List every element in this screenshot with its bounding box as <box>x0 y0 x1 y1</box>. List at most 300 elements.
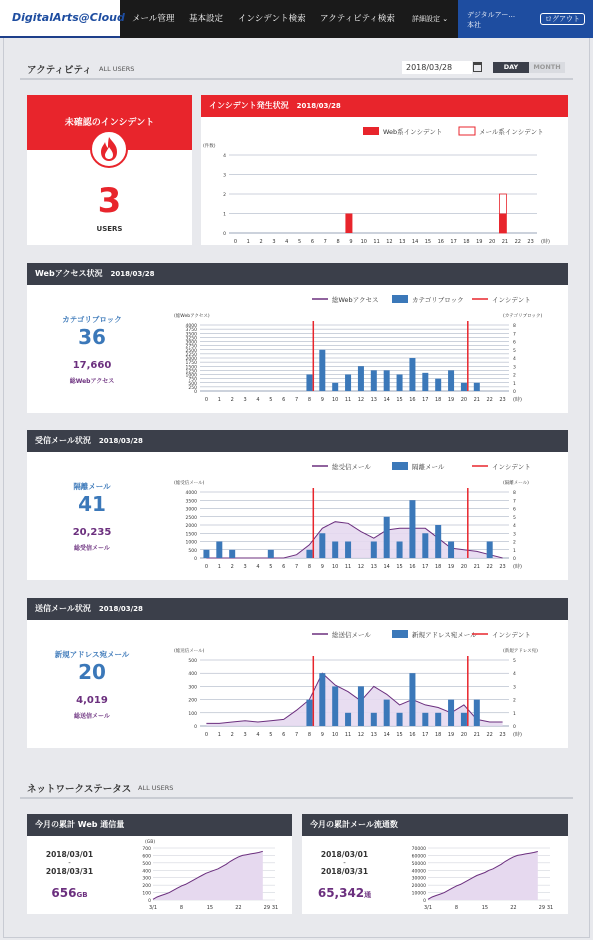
y-tick-label: 4000 <box>185 324 197 329</box>
x-tick-label: 15 <box>481 905 489 911</box>
y-tick-label: 50000 <box>411 861 426 867</box>
y-tick-label: 30000 <box>411 876 426 882</box>
y-tick-label: 10000 <box>411 891 426 897</box>
legend-swatch-0 <box>363 127 379 135</box>
y-tick-label: 100 <box>188 711 197 717</box>
send-mail-chart <box>167 620 562 748</box>
x-tick-label: 14 <box>383 732 390 738</box>
nav-incident-search[interactable]: インシデント検索 <box>238 14 306 24</box>
web-month-from: 2018/03/01 <box>45 850 94 859</box>
x-tick-label: 10 <box>332 732 339 738</box>
y-tick-label: 0 <box>194 557 197 562</box>
x-tick-label: 31 <box>271 905 279 911</box>
activity-title: アクティビティ <box>27 65 92 76</box>
y2-tick-label: 4 <box>513 524 516 529</box>
unconfirmed-incidents-card[interactable] <box>27 95 192 245</box>
x-tick-label: 19 <box>447 564 455 570</box>
bar-recv-10 <box>332 542 338 559</box>
y-axis-unit: (総Webアクセス) <box>174 314 210 319</box>
y-tick-label: 1250 <box>185 369 197 375</box>
legend-label-0: 総受信メール <box>332 463 371 471</box>
x-axis-unit: (時) <box>513 397 522 403</box>
recv-mail-header <box>27 430 568 452</box>
web-access-title: Webアクセス状況 <box>35 269 103 278</box>
y-tick-label: 0 <box>423 899 426 904</box>
x-tick-label: 1 <box>217 564 221 570</box>
y2-tick-label: 2 <box>513 540 516 546</box>
bar-web-21 <box>474 383 480 391</box>
x-tick-label: 0 <box>204 397 209 403</box>
x-tick-label: 22 <box>510 905 517 911</box>
bar-web-11 <box>345 375 351 392</box>
x-tick-label: 22 <box>235 905 242 911</box>
nav-basic-settings[interactable]: 基本設定 <box>189 14 224 24</box>
x-tick-label: 4 <box>285 239 289 245</box>
x-tick-label: 19 <box>447 732 455 738</box>
x-tick-label: 9 <box>320 564 324 570</box>
bar-send-18 <box>435 713 441 726</box>
x-tick-label: 20 <box>460 732 468 738</box>
x-tick-label: 6 <box>282 564 286 570</box>
legend-label-1: 隔離メール <box>412 463 445 471</box>
mail-month-chart <box>392 836 562 914</box>
web-month-unit: GB <box>76 891 88 899</box>
y-tick-label: 700 <box>142 847 151 852</box>
y2-tick-label: 3 <box>513 365 516 371</box>
y-tick-label: 400 <box>188 672 197 678</box>
y-tick-label: 2500 <box>185 515 197 521</box>
web-month-to: 2018/03/31 <box>45 867 94 876</box>
bar-web-8 <box>306 375 312 392</box>
web-access-header <box>27 263 568 285</box>
bar-recv-16 <box>409 500 415 558</box>
y-tick-label: 3250 <box>185 336 197 342</box>
y-tick-label: 40000 <box>411 869 426 875</box>
x-tick-label: 0 <box>204 732 209 738</box>
x-tick-label: 18 <box>435 732 442 738</box>
web-access-date: 2018/03/28 <box>110 270 155 278</box>
new-address-value: 20 <box>78 660 106 684</box>
web-month-title: 今月の累計 Web 通信量 <box>35 820 125 829</box>
x-tick-label: 14 <box>383 397 390 403</box>
legend-label-0: Web系インシデント <box>383 128 443 136</box>
y-tick-label: 0 <box>194 725 197 730</box>
divider <box>20 78 573 80</box>
legend-swatch-1 <box>392 630 408 638</box>
bar-web-18 <box>435 379 441 391</box>
bar-recv-8 <box>306 550 312 558</box>
mail-month-total <box>302 882 387 901</box>
bar-web-9 <box>319 350 325 391</box>
quarantine-value: 41 <box>78 492 106 516</box>
send-mail-date: 2018/03/28 <box>98 605 143 613</box>
x-tick-label: 2 <box>230 397 234 403</box>
y2-tick-label: 7 <box>513 332 516 338</box>
x-tick-label: 13 <box>399 239 406 245</box>
y2-tick-label: 3 <box>513 532 516 538</box>
x-tick-label: 9 <box>320 397 324 403</box>
legend-label-0: 総送信メール <box>332 631 371 639</box>
x-tick-label: 0 <box>204 564 209 570</box>
recv-mail-date: 2018/03/28 <box>98 437 143 445</box>
x-tick-label: 18 <box>435 397 442 403</box>
x-tick-label: 16 <box>409 397 416 403</box>
y2-tick-label: 7 <box>513 499 516 505</box>
send-mail-header <box>27 598 568 620</box>
mail-month-header <box>302 814 568 836</box>
x-tick-label: 1 <box>246 239 250 245</box>
y2-tick-label: 8 <box>513 491 516 496</box>
day-toggle[interactable]: DAY <box>493 62 529 73</box>
x-tick-label: 2 <box>230 564 234 570</box>
x-tick-label: 5 <box>269 397 273 403</box>
x-tick-label: 3/1 <box>423 905 433 911</box>
web-access-card <box>27 263 568 413</box>
y-tick-label: 3500 <box>185 499 197 505</box>
x-tick-label: 11 <box>373 239 380 245</box>
y-tick-label: 3750 <box>185 328 197 334</box>
bar-recv-1 <box>216 542 222 559</box>
bar-recv-2 <box>229 550 235 558</box>
incident-chart-card <box>201 95 568 245</box>
flame-icon-svg <box>92 132 126 166</box>
y-tick-label: 2000 <box>185 524 197 529</box>
bar-send-13 <box>371 713 377 726</box>
mail-month-title: 今月の累計メール流通数 <box>310 820 398 829</box>
y2-tick-label: 0 <box>513 557 516 562</box>
bar-web-incident-21 <box>499 214 506 234</box>
y-tick-label: 20000 <box>411 884 426 890</box>
bar-web-15 <box>397 375 403 392</box>
y-tick-label: 600 <box>142 854 151 860</box>
x-tick-label: 0 <box>233 239 238 245</box>
bar-send-12 <box>358 686 364 726</box>
x-tick-label: 16 <box>409 732 416 738</box>
x-tick-label: 14 <box>383 564 390 570</box>
unconfirmed-count: 3 <box>97 181 122 221</box>
legend-swatch-1 <box>392 462 408 470</box>
nav-advanced-settings[interactable] <box>412 0 448 38</box>
x-tick-label: 11 <box>344 732 352 738</box>
divider <box>20 797 573 799</box>
x-tick-label: 31 <box>546 905 554 911</box>
bar-send-10 <box>332 686 338 726</box>
x-tick-label: 6 <box>282 397 286 403</box>
y2-axis-unit: (新規アドレス宛) <box>503 649 538 654</box>
y2-tick-label: 0 <box>513 725 516 730</box>
y-tick-label: 2 <box>223 193 226 198</box>
bar-web-20 <box>461 383 467 391</box>
legend-label-1: メール系インシデント <box>479 128 544 136</box>
x-tick-label: 15 <box>206 905 214 911</box>
flame-icon <box>90 130 128 168</box>
y-tick-label: 2000 <box>185 357 197 362</box>
x-tick-label: 6 <box>310 239 315 245</box>
x-tick-label: 7 <box>323 239 327 245</box>
legend-label-2: インシデント <box>492 296 531 304</box>
bar-send-14 <box>384 700 390 726</box>
y-tick-label: 3000 <box>185 340 197 346</box>
y-tick-label: 3 <box>223 173 226 179</box>
bar-recv-22 <box>487 542 493 559</box>
y-tick-label: 1750 <box>185 361 197 367</box>
x-tick-label: 8 <box>307 564 312 570</box>
x-tick-label: 2 <box>259 239 263 245</box>
x-tick-label: 15 <box>396 397 403 403</box>
category-block-label: カテゴリブロック <box>62 315 122 324</box>
x-tick-label: 3 <box>272 239 276 245</box>
x-tick-label: 3 <box>243 732 247 738</box>
user-name: デジタルアー... <box>467 11 516 19</box>
network-title: ネットワークステータス <box>27 784 132 795</box>
bar-send-17 <box>422 713 428 726</box>
y-tick-label: 0 <box>194 390 197 395</box>
incident-chart-date: 2018/03/28 <box>296 102 341 110</box>
bar-web-17 <box>422 373 428 391</box>
y2-tick-label: 1 <box>513 548 516 554</box>
nav-mail-management[interactable]: メール管理 <box>132 14 175 24</box>
bar-recv-14 <box>384 517 390 558</box>
bar-web-16 <box>409 358 415 391</box>
x-tick-label: 23 <box>499 397 506 403</box>
x-tick-label: 8 <box>336 239 340 245</box>
x-tick-label: 19 <box>476 239 483 245</box>
mail-month-value: 65,342 <box>317 886 365 900</box>
y-tick-label: 500 <box>142 861 151 867</box>
bar-web-14 <box>384 370 390 391</box>
total-send-value: 4,019 <box>76 695 108 706</box>
x-tick-label: 13 <box>370 732 377 738</box>
bar-send-15 <box>397 713 403 726</box>
x-tick-label: 10 <box>360 239 367 245</box>
y-tick-label: 100 <box>142 891 151 897</box>
x-tick-label: 22 <box>486 564 493 570</box>
y2-tick-label: 4 <box>513 672 516 678</box>
x-tick-label: 13 <box>370 564 377 570</box>
y-tick-label: 4 <box>223 154 226 159</box>
y-tick-label: 300 <box>188 685 197 691</box>
y2-tick-label: 2 <box>513 373 516 379</box>
x-tick-label: 3 <box>243 564 247 570</box>
y-tick-label: 400 <box>142 869 151 875</box>
total-web-access-value: 17,660 <box>72 360 112 371</box>
x-tick-label: 18 <box>435 564 442 570</box>
x-tick-label: 10 <box>332 397 339 403</box>
quarantine-label: 隔離メール <box>73 482 111 491</box>
x-tick-label: 15 <box>424 239 432 245</box>
bar-recv-9 <box>319 533 325 558</box>
y-tick-label: 1500 <box>185 532 197 538</box>
send-mail-card <box>27 598 568 748</box>
bar-send-8 <box>306 700 312 726</box>
x-tick-label: 15 <box>396 732 403 738</box>
total-recv-value: 20,235 <box>72 527 112 538</box>
y2-axis-unit: (カテゴリブロック) <box>503 314 543 319</box>
chevron-down-icon: ⌄ <box>442 15 449 23</box>
top-nav <box>0 0 593 38</box>
bar-recv-13 <box>371 542 377 559</box>
x-tick-label: 3/1 <box>148 905 158 911</box>
x-tick-label: 21 <box>501 239 509 245</box>
x-axis-unit: (時) <box>541 239 550 245</box>
legend-swatch-1 <box>459 127 475 135</box>
x-tick-label: 17 <box>422 397 429 403</box>
y2-tick-label: 6 <box>513 340 516 346</box>
y2-tick-label: 4 <box>513 357 516 362</box>
x-tick-label: 21 <box>473 732 480 738</box>
mail-month-card <box>302 814 568 914</box>
y-tick-label: 2500 <box>185 348 197 354</box>
total-recv-label: 総受信メール <box>74 545 110 552</box>
y2-axis-unit: (隔離メール) <box>503 481 529 486</box>
bar-send-21 <box>474 700 480 726</box>
bar-recv-5 <box>268 550 274 558</box>
x-axis-unit: (時) <box>513 732 522 738</box>
x-tick-label: 2 <box>230 732 234 738</box>
x-tick-label: 4 <box>256 564 260 570</box>
x-tick-label: 29 <box>538 905 546 911</box>
bar-web-19 <box>448 370 454 391</box>
unconfirmed-title: 未確認のインシデント <box>64 118 155 128</box>
logo[interactable] <box>0 0 125 38</box>
y-tick-label: 500 <box>188 548 197 554</box>
x-tick-label: 9 <box>320 732 324 738</box>
y-tick-label: 1 <box>223 212 226 218</box>
y2-tick-label: 1 <box>513 711 516 717</box>
x-tick-label: 17 <box>422 732 429 738</box>
x-tick-label: 22 <box>486 397 493 403</box>
y-tick-label: 750 <box>188 377 197 383</box>
y2-tick-label: 1 <box>513 381 516 387</box>
bar-recv-18 <box>435 525 441 558</box>
x-tick-label: 15 <box>396 564 403 570</box>
x-tick-label: 29 <box>263 905 271 911</box>
bar-send-16 <box>409 673 415 726</box>
x-tick-label: 3 <box>243 397 247 403</box>
x-tick-label: 1 <box>217 397 221 403</box>
x-tick-label: 7 <box>294 397 299 403</box>
mail-month-sep: - <box>343 859 346 867</box>
x-tick-label: 10 <box>332 564 339 570</box>
y2-tick-label: 2 <box>513 698 516 704</box>
y-tick-label: 0 <box>223 232 226 237</box>
y-tick-label: 4000 <box>185 491 197 496</box>
nav-activity-search[interactable]: アクティビティ検索 <box>320 14 395 24</box>
x-tick-label: 14 <box>411 239 419 245</box>
y-axis-unit: (GB) <box>145 840 156 845</box>
x-tick-label: 22 <box>514 239 521 245</box>
y-tick-label: 2250 <box>185 352 197 358</box>
x-tick-label: 19 <box>447 397 455 403</box>
y2-tick-label: 5 <box>513 515 516 521</box>
bar-recv-15 <box>397 542 403 559</box>
web-month-chart <box>117 836 287 914</box>
x-tick-label: 4 <box>256 732 260 738</box>
x-tick-label: 16 <box>437 239 444 245</box>
x-tick-label: 8 <box>179 905 184 911</box>
web-month-value: 656 <box>51 886 77 900</box>
x-tick-label: 23 <box>499 564 506 570</box>
x-tick-label: 17 <box>450 239 457 245</box>
x-tick-label: 20 <box>460 397 468 403</box>
logo-text: DigitalArts@Cloud <box>12 11 125 24</box>
web-month-sep: - <box>68 859 71 867</box>
x-tick-label: 1 <box>217 732 221 738</box>
x-tick-label: 16 <box>409 564 416 570</box>
y-tick-label: 250 <box>188 385 197 391</box>
y-tick-label: 3000 <box>185 507 197 513</box>
x-tick-label: 20 <box>460 564 468 570</box>
logout-button[interactable]: ログアウト <box>540 13 585 25</box>
y-tick-label: 1000 <box>185 540 197 546</box>
x-tick-label: 13 <box>370 397 377 403</box>
x-tick-label: 23 <box>499 732 506 738</box>
y-tick-label: 1500 <box>185 365 197 371</box>
y-tick-label: 70000 <box>411 847 426 852</box>
date-input[interactable]: 2018/03/28 <box>402 61 472 74</box>
bar-web-13 <box>371 370 377 391</box>
web-month-header <box>27 814 292 836</box>
x-tick-label: 22 <box>486 732 493 738</box>
y2-tick-label: 0 <box>513 390 516 395</box>
x-tick-label: 18 <box>463 239 470 245</box>
unconfirmed-unit: USERS <box>96 225 123 233</box>
mail-month-from: 2018/03/01 <box>320 850 369 859</box>
y-tick-label: 200 <box>142 884 151 890</box>
y-tick-label: 500 <box>188 659 197 664</box>
bar-recv-11 <box>345 542 351 559</box>
bar-web-10 <box>332 383 338 391</box>
x-axis-unit: (時) <box>513 564 522 570</box>
month-toggle[interactable]: MONTH <box>529 62 565 73</box>
legend-label-0: 総Webアクセス <box>332 296 379 304</box>
legend-swatch-1 <box>392 295 408 303</box>
activity-scope: ALL USERS <box>99 65 135 73</box>
y2-tick-label: 3 <box>513 685 516 691</box>
x-tick-label: 11 <box>344 564 352 570</box>
mail-month-to: 2018/03/31 <box>320 867 369 876</box>
new-address-label: 新規アドレス宛メール <box>54 650 130 659</box>
x-tick-label: 4 <box>256 397 260 403</box>
category-block-value: 36 <box>78 325 106 349</box>
incident-chart-header <box>201 95 568 117</box>
user-office: 本社 <box>467 21 481 29</box>
total-send-label: 総送信メール <box>74 713 110 720</box>
y-tick-label: 3500 <box>185 332 197 338</box>
y-axis-unit: (件数) <box>203 144 216 149</box>
x-tick-label: 5 <box>297 239 302 245</box>
y-tick-label: 2750 <box>185 344 197 350</box>
calendar-icon[interactable] <box>473 62 482 72</box>
y2-tick-label: 5 <box>513 659 516 664</box>
y2-tick-label: 6 <box>513 507 516 513</box>
total-web-access-label: 総Webアクセス <box>69 378 115 385</box>
legend-label-2: インシデント <box>492 631 531 639</box>
x-tick-label: 8 <box>307 732 312 738</box>
recv-mail-card <box>27 430 568 580</box>
y-tick-label: 200 <box>188 698 197 704</box>
y-tick-label: 500 <box>188 381 197 387</box>
legend-label-1: 新規アドレス宛メール <box>412 631 477 639</box>
recv-mail-chart <box>167 452 562 580</box>
x-tick-label: 6 <box>282 732 286 738</box>
web-month-total <box>27 882 112 901</box>
network-scope: ALL USERS <box>138 784 174 792</box>
x-tick-label: 8 <box>454 905 459 911</box>
bar-send-19 <box>448 700 454 726</box>
x-tick-label: 21 <box>473 564 480 570</box>
bar-recv-19 <box>448 542 454 559</box>
